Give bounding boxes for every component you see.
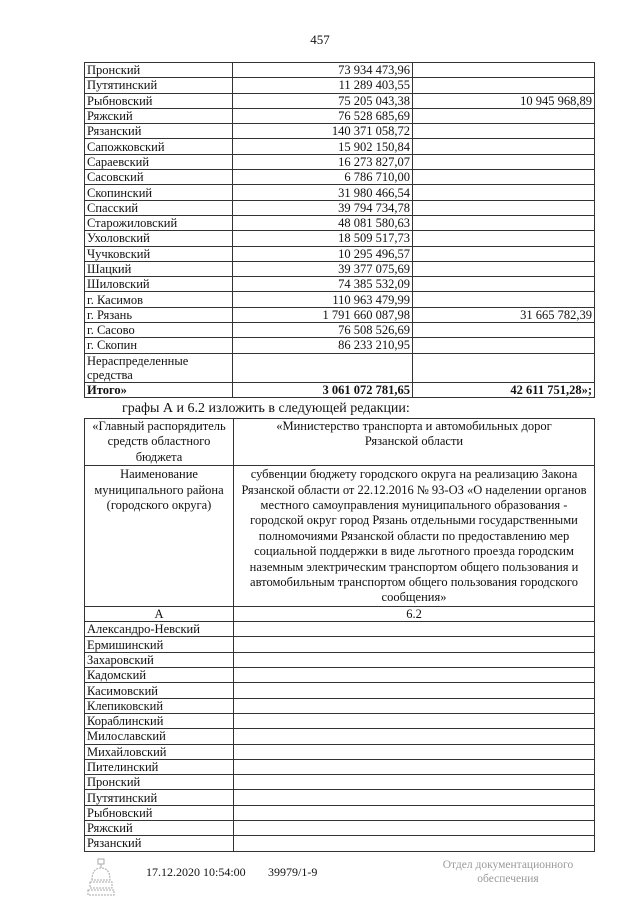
amount-value: 140 371 058,72 xyxy=(233,124,413,139)
amount-value: 76 528 685,69 xyxy=(233,108,413,123)
column-code-6-2: 6.2 xyxy=(234,606,595,621)
page-number: 457 xyxy=(310,32,330,47)
district-name: Нераспределенные средства xyxy=(85,353,233,382)
table-row xyxy=(85,805,595,820)
district-name: Спасский xyxy=(85,200,233,215)
table-row xyxy=(85,323,595,338)
amount-value-2 xyxy=(413,277,595,292)
table-row xyxy=(85,759,595,774)
distributor-label: «Главный распорядитель средств областного бюджета xyxy=(85,419,234,466)
amount-value-2 xyxy=(413,292,595,307)
amount-value-2 xyxy=(413,185,595,200)
district-name: Путятинский xyxy=(85,790,234,805)
signature-datetime: 17.12.2020 10:54:00 xyxy=(146,865,246,879)
district-name: Кораблинский xyxy=(85,713,234,728)
amount-value-2 xyxy=(413,78,595,93)
table-row xyxy=(85,338,595,353)
table-row xyxy=(85,353,595,382)
amount-value: 31 980 466,54 xyxy=(233,185,413,200)
budget-distribution-table xyxy=(84,62,595,398)
district-name: Сапожковский xyxy=(85,139,233,154)
table-row xyxy=(85,729,595,744)
subvention-value xyxy=(234,713,595,728)
amount-value: 18 509 517,73 xyxy=(233,231,413,246)
table-row xyxy=(85,292,595,307)
subvention-value xyxy=(234,729,595,744)
amount-value: 74 385 532,09 xyxy=(233,277,413,292)
table-row xyxy=(85,139,595,154)
subvention-value xyxy=(234,836,595,851)
amount-value xyxy=(233,353,413,382)
district-name: Пителинский xyxy=(85,759,234,774)
table-row xyxy=(85,63,595,78)
table-row xyxy=(85,93,595,108)
amount-value-2 xyxy=(413,261,595,276)
subvention-column-label: субвенции бюджету городского округа на реализацию Закона Рязанской области от 22.12.2016 № 93-ОЗ «О наделении органов местного самоуправления муниципального образования - городской округ город Рязань отдельными государственными полномочиями Рязанской области по предоставлению мер социальной поддержки в виде льготного проезда городским наземным электрическим транспортом общего пользования и автомобильным транспортом общего пользования городского сообщения» xyxy=(234,466,595,607)
table-row xyxy=(85,821,595,836)
district-name: Рязанский xyxy=(85,836,234,851)
table-row xyxy=(85,698,595,713)
stamp-line-1: Отдел документационного xyxy=(442,859,574,871)
amount-value: 16 273 827,07 xyxy=(233,154,413,169)
district-name: Чучковский xyxy=(85,246,233,261)
table-row xyxy=(85,622,595,637)
amount-value-2 xyxy=(413,200,595,215)
amount-value: 10 295 496,57 xyxy=(233,246,413,261)
amount-value-2 xyxy=(413,124,595,139)
amount-value: 110 963 479,99 xyxy=(233,292,413,307)
district-name: Путятинский xyxy=(85,78,233,93)
table-row xyxy=(85,683,595,698)
column-code-a: А xyxy=(85,606,234,621)
subvention-value xyxy=(234,744,595,759)
amount-value-2 xyxy=(413,154,595,169)
coat-of-arms-icon xyxy=(86,858,116,898)
table-row xyxy=(85,668,595,683)
table-row xyxy=(85,200,595,215)
subvention-value xyxy=(234,637,595,652)
district-name: Сараевский xyxy=(85,154,233,169)
table-row xyxy=(85,124,595,139)
subvention-value xyxy=(234,668,595,683)
district-name: Милославский xyxy=(85,729,234,744)
table-row xyxy=(85,246,595,261)
amount-value-2 xyxy=(413,231,595,246)
table-row xyxy=(85,836,595,851)
header-row-names xyxy=(85,466,595,607)
table-row xyxy=(85,790,595,805)
name-column-label: Наименование муниципального района (городского округа) xyxy=(85,466,234,607)
table-row xyxy=(85,307,595,322)
amount-value: 75 205 043,38 xyxy=(233,93,413,108)
district-name: г. Сасово xyxy=(85,323,233,338)
amount-value-2 xyxy=(413,323,595,338)
table-row xyxy=(85,185,595,200)
subvention-value xyxy=(234,775,595,790)
amount-value: 15 902 150,84 xyxy=(233,139,413,154)
instruction-text: графы А и 6.2 изложить в следующей редакции: xyxy=(122,401,410,416)
district-name: Рыбновский xyxy=(85,805,234,820)
table-row xyxy=(85,637,595,652)
district-name: Захаровский xyxy=(85,652,234,667)
table-row xyxy=(85,215,595,230)
table-row xyxy=(85,652,595,667)
subvention-value xyxy=(234,821,595,836)
amount-value-2: 31 665 782,39 xyxy=(413,307,595,322)
district-name: Ряжский xyxy=(85,821,234,836)
department-stamp xyxy=(408,858,608,886)
subvention-value xyxy=(234,805,595,820)
amount-value: 48 081 580,63 xyxy=(233,215,413,230)
district-name: Шиловский xyxy=(85,277,233,292)
district-name: Скопинский xyxy=(85,185,233,200)
stamp-line-2: обеспечения xyxy=(477,873,539,885)
district-name: Ермишинский xyxy=(85,637,234,652)
district-name: г. Касимов xyxy=(85,292,233,307)
amount-value: 86 233 210,95 xyxy=(233,338,413,353)
district-name: Михайловский xyxy=(85,744,234,759)
header-row-column-codes xyxy=(85,606,595,621)
district-name: Александро-Невский xyxy=(85,622,234,637)
amount-value-2 xyxy=(413,338,595,353)
amount-value: 76 508 526,69 xyxy=(233,323,413,338)
district-name: Рязанский xyxy=(85,124,233,139)
table-row xyxy=(85,261,595,276)
amount-value-2 xyxy=(413,246,595,261)
amount-value-2 xyxy=(413,108,595,123)
amount-value: 1 791 660 087,98 xyxy=(233,307,413,322)
total-value: 3 061 072 781,65 xyxy=(233,382,413,397)
total-value-2: 42 611 751,28»; xyxy=(413,382,595,397)
district-name: Кадомский xyxy=(85,668,234,683)
amount-value-2 xyxy=(413,63,595,78)
table-row xyxy=(85,231,595,246)
total-label: Итого» xyxy=(85,382,233,397)
district-name: Сасовский xyxy=(85,170,233,185)
amount-value-2: 10 945 968,89 xyxy=(413,93,595,108)
table-row xyxy=(85,744,595,759)
table-row xyxy=(85,78,595,93)
subvention-value xyxy=(234,652,595,667)
distributor-value: «Министерство транспорта и автомобильных дорог Рязанской области xyxy=(234,419,595,466)
table-row xyxy=(85,775,595,790)
subvention-value xyxy=(234,698,595,713)
district-name: Ухоловский xyxy=(85,231,233,246)
amount-value-2 xyxy=(413,170,595,185)
table-row xyxy=(85,277,595,292)
amount-value: 11 289 403,55 xyxy=(233,78,413,93)
district-name: Пронский xyxy=(85,63,233,78)
district-name: Рыбновский xyxy=(85,93,233,108)
district-name: Касимовский xyxy=(85,683,234,698)
table-row xyxy=(85,170,595,185)
amount-value-2 xyxy=(413,215,595,230)
table-row xyxy=(85,154,595,169)
subvention-table xyxy=(84,418,595,852)
amount-value: 39 377 075,69 xyxy=(233,261,413,276)
district-name: Старожиловский xyxy=(85,215,233,230)
footer xyxy=(0,856,640,905)
district-name: Шацкий xyxy=(85,261,233,276)
subvention-value xyxy=(234,683,595,698)
table-row xyxy=(85,108,595,123)
district-name: г. Скопин xyxy=(85,338,233,353)
amount-value-2 xyxy=(413,353,595,382)
district-name: Пронский xyxy=(85,775,234,790)
table-row xyxy=(85,713,595,728)
district-name: Ряжский xyxy=(85,108,233,123)
subvention-value xyxy=(234,790,595,805)
district-name: г. Рязань xyxy=(85,307,233,322)
subvention-value xyxy=(234,622,595,637)
amount-value: 39 794 734,78 xyxy=(233,200,413,215)
amount-value-2 xyxy=(413,139,595,154)
district-name: Клепиковский xyxy=(85,698,234,713)
header-row-distributor xyxy=(85,419,595,466)
amount-value: 6 786 710,00 xyxy=(233,170,413,185)
subvention-value xyxy=(234,759,595,774)
document-number: 39979/1-9 xyxy=(268,865,318,879)
total-row xyxy=(85,382,595,397)
amount-value: 73 934 473,96 xyxy=(233,63,413,78)
